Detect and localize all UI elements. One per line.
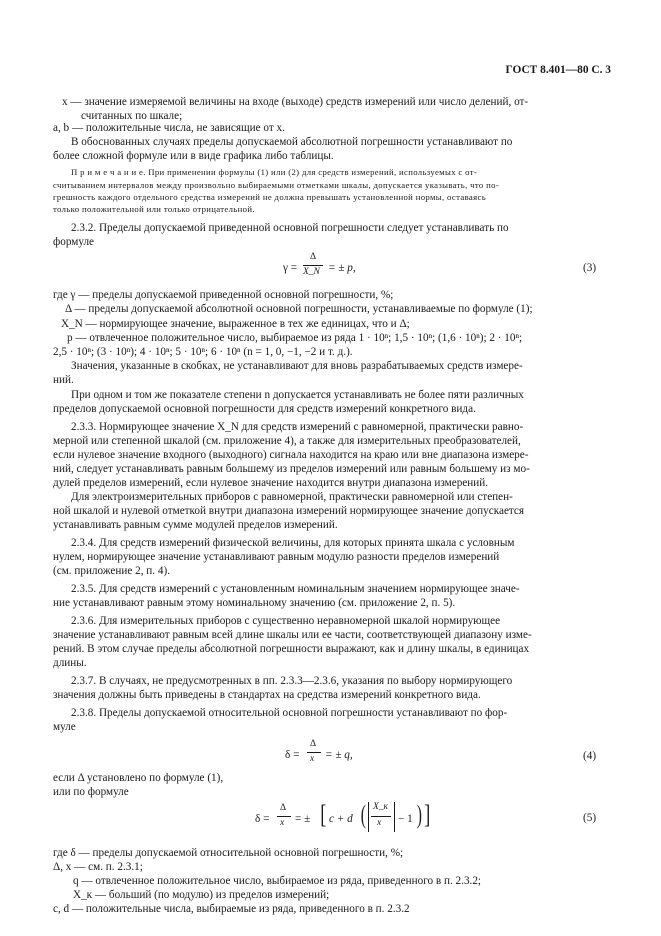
formula-3-number: (3) — [583, 262, 597, 274]
text-line: где δ — пределы допускаемой относительной основной погрешности, %; — [53, 847, 404, 859]
text-line: нулем, нормирующее значение устанавливают равным модулю разности пределов измерений — [53, 551, 500, 563]
formula-5-inner-denominator: x — [377, 818, 382, 828]
text-line: 2.3.3. Нормирующее значение X_N для средств измерений с равномерной, практически равно- — [71, 421, 524, 433]
formula-3-rhs: = ± p, — [328, 262, 356, 274]
text-line: формуле — [53, 236, 94, 248]
text-line: Для электроизмерительных приборов с равномерной, практически равномерной или степен- — [71, 491, 513, 503]
text-line: муле — [53, 721, 76, 733]
formula-3-lhs: γ = — [283, 262, 298, 274]
text-line: значение устанавливают равным всей длине шкалы или ее части, соответствующей диапазону изме- — [53, 629, 532, 641]
text-line: (см. приложение 2, п. 4). — [53, 565, 170, 577]
text-line: где γ — пределы допускаемой приведенной основной погрешности, %; — [53, 289, 394, 301]
formula-4-numerator: Δ — [310, 739, 317, 749]
formula-4-lhs: δ = — [285, 749, 300, 761]
text-line: В обоснованных случаях пределы допускаемой абсолютной погрешности устанавливают по — [71, 136, 513, 148]
text-line: если нулевое значение входного (выходного) сигнала находится на краю или вне диапазона измере- — [53, 449, 529, 461]
text-line: ной шкалой и нулевой отметкой внутри диапазона измерений нормирующее значение допускается — [53, 505, 525, 517]
formula-5-numerator: Δ — [280, 803, 287, 813]
text-line: x — значение измеряемой величины на входе (выходе) средств измерений или число делений, от- — [62, 96, 529, 108]
text-line: Δ — пределы допускаемой абсолютной основной погрешности, устанавливаемые по формуле (1); — [65, 303, 533, 315]
formula-5-right-paren: ) — [416, 800, 422, 829]
formula-5-abs-right — [394, 802, 395, 832]
formula-5 — [255, 798, 435, 842]
formula-5-equals: = ± — [295, 813, 311, 825]
text-line: длины. — [53, 657, 87, 669]
formula-5-denominator: x — [280, 818, 285, 828]
text-line: p — отвлеченное положительное число, выбираемое из ряда 1 · 10ⁿ; 1,5 · 10ⁿ; (1,6 · 10ⁿ); 2 · 10ⁿ; — [67, 332, 523, 344]
text-line: рений. В этом случае пределы абсолютной погрешности выражают, как и длину шкалы, в единицах — [53, 643, 530, 655]
text-line: 2.3.7. В случаях, не предусмотренных в пп. 2.3.3—2.3.6, указания по выбору нормирующего — [71, 675, 513, 687]
formula-5-minus-one: − 1 — [398, 813, 413, 825]
formula-4-rhs: = ± q, — [325, 749, 353, 761]
text-line: 2.3.6. Для измерительных приборов с существенно неравномерной шкалой нормирующее — [71, 615, 501, 627]
formula-5-right-bracket: ] — [424, 800, 431, 829]
note-line: считыванием интервалов между произвольно выбираемыми отметками шкалы, допускается указывать, что по- — [53, 180, 500, 190]
text-line: c, d — положительные числа, выбираемые из ряда, приведенного в п. 2.3.2 — [53, 903, 410, 915]
text-line: X_к — больший (по модулю) из пределов измерений; — [73, 889, 330, 901]
formula-3-numerator: Δ — [310, 252, 317, 262]
formula-5-lhs: δ = — [255, 813, 270, 825]
text-line: X_N — нормирующее значение, выраженное в тех же единицах, что и Δ; — [61, 318, 410, 330]
formula-5-inner-numerator: X_к — [373, 802, 388, 812]
note-line: грешность каждого отдельного средства измерений не должна превышать установленной нормы, оставаясь — [53, 192, 487, 202]
text-line: более сложной формуле или в виде графика либо таблицы. — [53, 150, 334, 162]
text-line: мерной или степенной шкалой (см. приложение 4), а также для измерительных преобразователей, — [53, 435, 521, 447]
formula-5-left-paren: ( — [360, 800, 366, 829]
formula-4-denominator: x — [310, 754, 315, 764]
text-line: Δ, x — см. п. 2.3.1; — [53, 861, 143, 873]
text-line: считанных по шкале; — [81, 110, 183, 122]
text-line: ний, следует устанавливать равным большему из пределов измерений или равным большему из мо- — [53, 463, 530, 475]
text-line: 2.3.4. Для средств измерений физической величины, для которых принята шкала с условным — [71, 537, 515, 549]
text-line: дулей пределов измерений, если нулевое значение находится внутри диапазона измерений. — [53, 477, 489, 489]
formula-3 — [283, 252, 433, 284]
text-line: или по формуле — [53, 786, 129, 798]
text-line: При одном и том же показателе степени n допускается устанавливать не более пяти различных — [71, 389, 524, 401]
text-line: Значения, указанные в скобках, не устанавливают для вновь разрабатываемых средств измере- — [71, 360, 523, 372]
text-line: устанавливать равным сумме модулей пределов измерений. — [53, 519, 338, 531]
formula-4 — [285, 739, 415, 771]
formula-5-inner-fraction-bar — [371, 816, 391, 817]
formula-5-number: (5) — [583, 812, 597, 824]
formula-3-fraction-bar — [303, 265, 323, 266]
text-line: пределов допускаемой основной погрешности для средств измерений конкретного вида. — [53, 403, 476, 415]
text-line: 2.3.2. Пределы допускаемой приведенной основной погрешности следует устанавливать по — [71, 222, 509, 234]
formula-5-left-bracket: [ — [320, 800, 327, 829]
text-line: a, b — положительные числа, не зависящие от x. — [53, 122, 285, 134]
text-line: значения должны быть приведены в стандартах на средства измерений конкретного вида. — [53, 689, 481, 701]
formula-5-c-plus-d: c + d — [329, 813, 353, 825]
text-line: если Δ установлено по формуле (1), — [53, 772, 224, 784]
text-line: 2.3.8. Пределы допускаемой относительной основной погрешности устанавливают по фор- — [71, 707, 508, 719]
formula-5-abs-left — [368, 802, 369, 832]
text-line: ние устанавливают равным этому номинальному значению (см. приложение 2, п. 5). — [53, 597, 456, 609]
text-line: ний. — [53, 374, 74, 386]
text-line: q — отвлеченное положительное число, выбираемое из ряда, приведенного в п. 2.3.2; — [73, 875, 482, 887]
formula-4-fraction-bar — [307, 752, 321, 753]
formula-3-denominator: X_N — [303, 267, 320, 277]
formula-5-fraction-bar — [277, 816, 291, 817]
note-line: П р и м е ч а н и е. При применении формулы (1) или (2) для средств измерений, используемых с от- — [71, 167, 478, 177]
text-line: 2.3.5. Для средств измерений с установленным номинальным значением нормирующее значе- — [71, 583, 520, 595]
note-line: только положительной или только отрицательной. — [53, 204, 255, 214]
text-line: 2,5 · 10ⁿ; (3 · 10ⁿ); 4 · 10ⁿ; 5 · 10ⁿ; 6 · 10ⁿ (n = 1, 0, −1, −2 и т. д.). — [53, 346, 353, 358]
formula-4-number: (4) — [583, 750, 597, 762]
page-header: ГОСТ 8.401—80 С. 3 — [505, 64, 611, 76]
